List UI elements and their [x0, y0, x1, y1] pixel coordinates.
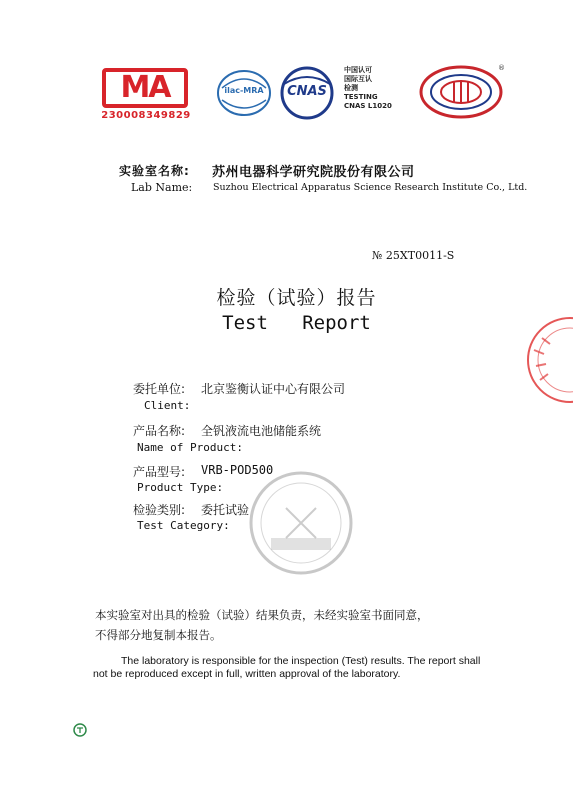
report-title-cn: 检验（试验）报告 [216, 287, 377, 309]
client-label-en: Client: [144, 399, 191, 412]
cnas-logo [276, 66, 338, 120]
cma-logo [96, 64, 196, 124]
lab-name-cn: 苏州电器科学研究院股份有限公司 [212, 165, 415, 180]
notice-en [93, 655, 513, 681]
red-seal-stamp [520, 310, 573, 410]
notice-en-line-2: not be reproduced except in full, written approval of the laboratory. [93, 668, 401, 680]
product-type-label-cn: 产品型号: [133, 465, 186, 479]
report-number: № 25XT0011-S [372, 249, 455, 262]
lab-name-label-cn: 实验室名称: [119, 164, 190, 178]
gray-seal-stamp [246, 468, 356, 578]
report-title-en: Test Report [222, 312, 371, 334]
client-value: 北京鉴衡认证中心有限公司 [201, 382, 346, 396]
test-category-value: 委托试验 [201, 503, 250, 517]
lab-name-en: Suzhou Electrical Apparatus Science Research Institute Co., Ltd. [213, 182, 528, 193]
notice-cn [95, 605, 515, 645]
cnas-caption [344, 66, 424, 111]
cma-mark: MA [102, 68, 188, 108]
notice-en-line-1: The laboratory is responsible for the inspection (Test) results. The report shall [121, 655, 481, 667]
cnas-caption-line-3: 检测 [344, 84, 358, 92]
product-type-label-en: Product Type: [137, 481, 224, 494]
ilac-mra-logo [216, 68, 272, 118]
notice-cn-line-1: 本实验室对出具的检验（试验）结果负责，未经实验室书面同意， [95, 608, 429, 622]
client-label-cn: 委托单位: [133, 382, 186, 396]
notice-cn-line-2: 不得部分地复制本报告。 [95, 628, 222, 642]
product-name-label-en: Name of Product: [137, 441, 243, 454]
test-category-label-en: Test Category: [137, 519, 230, 532]
cnas-caption-code: CNAS L1020 [344, 102, 392, 110]
product-type-value: VRB-POD500 [201, 463, 274, 477]
cnas-caption-line-1: 中国认可 [344, 66, 372, 74]
lab-name-label-en: Lab Name: [131, 181, 193, 194]
footer-mark-icon [72, 722, 88, 738]
product-name-value: 全钒液流电池储能系统 [201, 424, 322, 438]
product-name-label-cn: 产品名称: [133, 424, 186, 438]
cnas-caption-line-2: 国际互认 [344, 75, 372, 83]
cma-number: 230008349829 [101, 110, 191, 121]
ilac-text: ilac-MRA [224, 86, 264, 95]
cnas-text: CNAS [287, 84, 327, 99]
registered-mark: ® [498, 64, 505, 72]
test-category-label-cn: 检验类别: [133, 503, 186, 517]
cnas-caption-testing: TESTING [344, 93, 378, 101]
institute-emblem-logo [418, 64, 504, 120]
